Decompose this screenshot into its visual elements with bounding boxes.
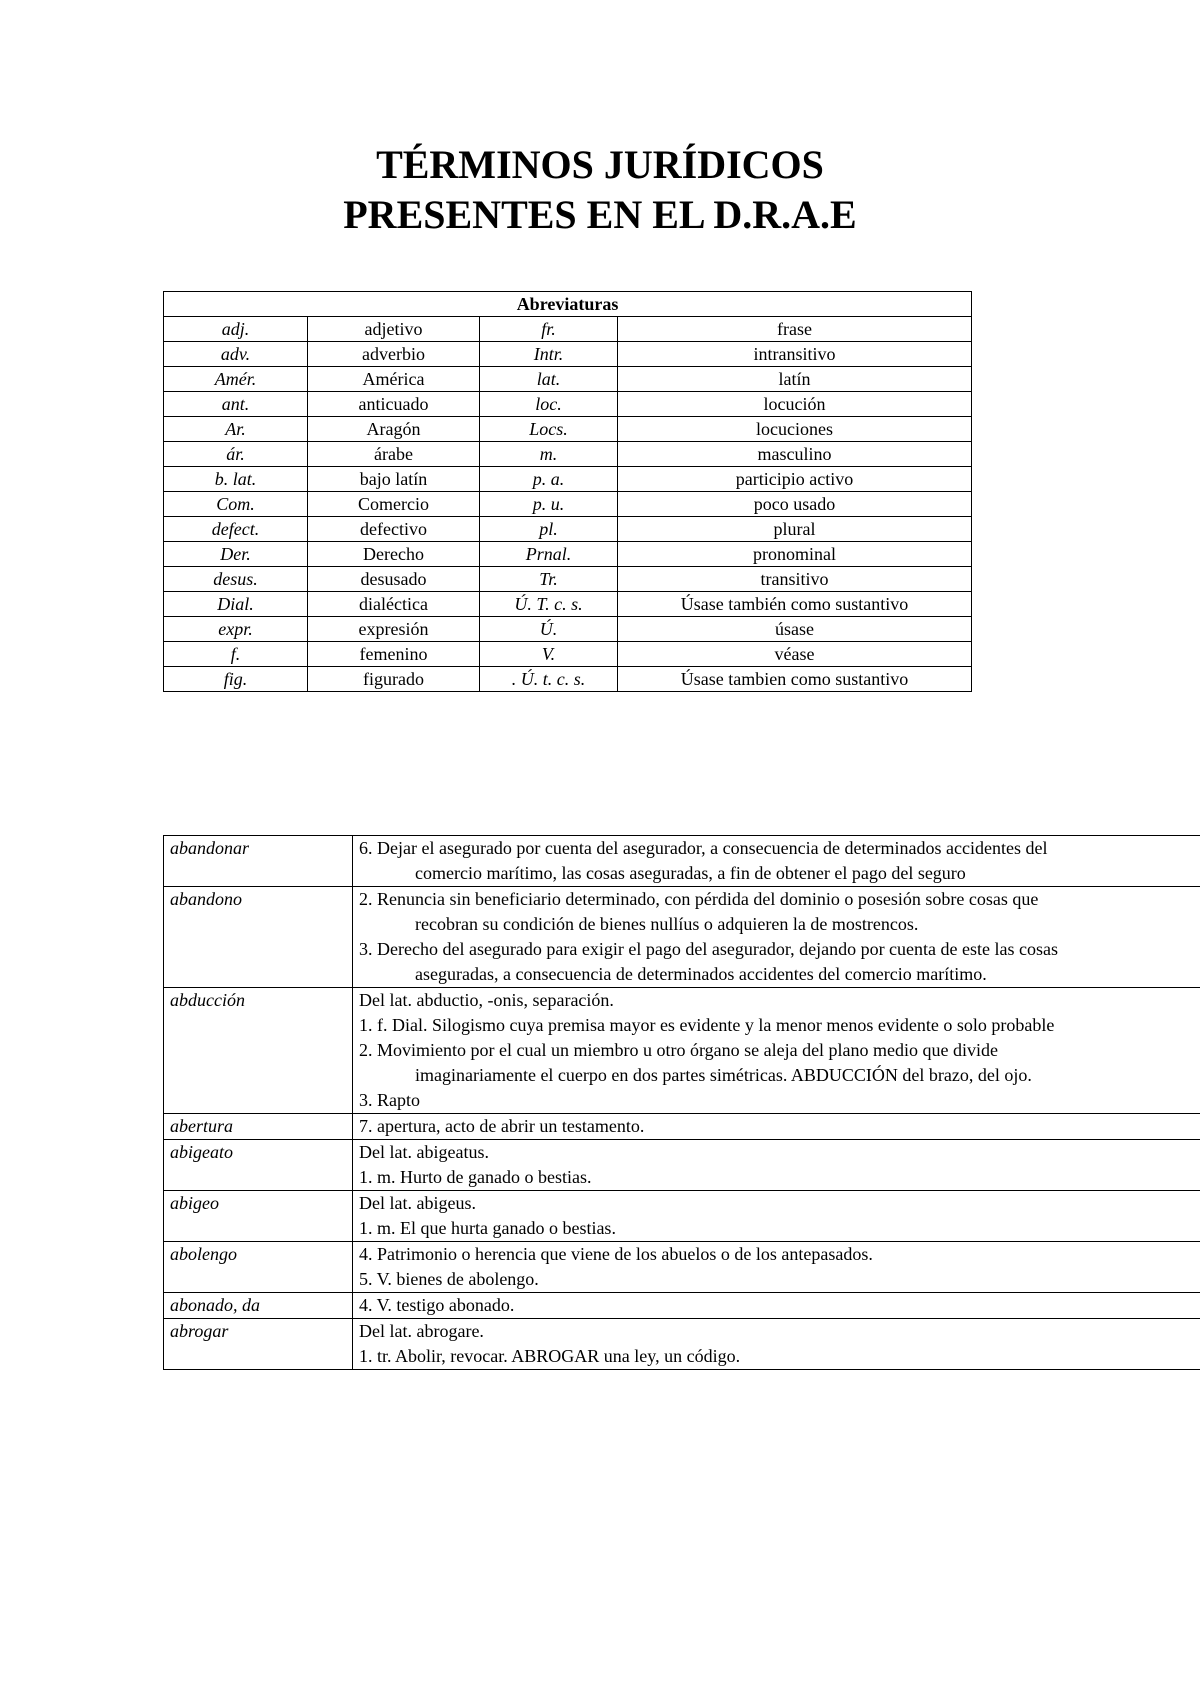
title-line-1: TÉRMINOS JURÍDICOS: [376, 142, 824, 187]
term-definitions: [353, 1319, 1200, 1370]
terms-table-container: [163, 835, 1200, 1375]
abbreviation-meaning: plural: [618, 517, 972, 542]
abbreviation-row: [164, 567, 972, 592]
abbreviation-meaning: Úsase tambien como sustantivo: [618, 667, 972, 692]
term-word: abertura: [164, 1114, 353, 1140]
term-definitions: [353, 887, 1200, 988]
definition-line: comercio marítimo, las cosas aseguradas, a fin de obtener el pago del seguro: [415, 863, 966, 883]
abbreviation-row: [164, 517, 972, 542]
abbreviation-meaning: transitivo: [618, 567, 972, 592]
definition-line: Del lat. abigeatus.: [359, 1142, 489, 1162]
definition-line: Del lat. abrogare.: [359, 1321, 484, 1341]
term-definitions: [353, 1191, 1200, 1242]
abbreviation-meaning: masculino: [618, 442, 972, 467]
abbreviations-header: Abreviaturas: [164, 292, 972, 317]
term-row: [164, 887, 1200, 988]
abbreviation-meaning: femenino: [308, 642, 480, 667]
abbreviation-short: Der.: [164, 542, 308, 567]
term-row: [164, 1319, 1200, 1370]
abbreviation-short: expr.: [164, 617, 308, 642]
term-row: [164, 836, 1200, 887]
term-word: abandonar: [164, 836, 353, 887]
term-word: abigeato: [164, 1140, 353, 1191]
abbreviation-meaning: árabe: [308, 442, 480, 467]
term-definitions: [353, 1140, 1200, 1191]
term-definitions: [353, 988, 1200, 1114]
definition-line: 6. Dejar el asegurado por cuenta del asegurador, a consecuencia de determinados accidentes del: [359, 838, 1048, 858]
abbreviation-meaning: pronominal: [618, 542, 972, 567]
abbreviation-short: Ú. T. c. s.: [480, 592, 618, 617]
abbreviation-meaning: intransitivo: [618, 342, 972, 367]
abbreviations-body: [164, 317, 972, 692]
definition-line: imaginariamente el cuerpo en dos partes simétricas. ABDUCCIÓN del brazo, del ojo.: [415, 1065, 1032, 1085]
abbreviation-short: b. lat.: [164, 467, 308, 492]
abbreviation-meaning: Derecho: [308, 542, 480, 567]
definition-line: 2. Movimiento por el cual un miembro u otro órgano se aleja del plano medio que divide: [359, 1040, 999, 1060]
definition-line: Del lat. abductio, -onis, separación.: [359, 990, 614, 1010]
definition-line: 1. f. Dial. Silogismo cuya premisa mayor es evidente y la menor menos evidente o solo probable: [359, 1015, 1055, 1035]
abbreviation-short: adv.: [164, 342, 308, 367]
abbreviation-meaning: Úsase también como sustantivo: [618, 592, 972, 617]
abbreviation-short: pl.: [480, 517, 618, 542]
term-row: [164, 1114, 1200, 1140]
abbreviation-short: ant.: [164, 392, 308, 417]
term-word: abolengo: [164, 1242, 353, 1293]
term-word: abonado, da: [164, 1293, 353, 1319]
abbreviation-row: [164, 592, 972, 617]
abbreviation-row: [164, 492, 972, 517]
abbreviations-table: [163, 291, 972, 692]
abbreviation-row: [164, 642, 972, 667]
abbreviation-short: loc.: [480, 392, 618, 417]
term-word: abandono: [164, 887, 353, 988]
abbreviation-row: [164, 667, 972, 692]
abbreviation-meaning: participio activo: [618, 467, 972, 492]
definition-line: 4. V. testigo abonado.: [359, 1295, 515, 1315]
abbreviation-row: [164, 392, 972, 417]
definition-line: 1. tr. Abolir, revocar. ABROGAR una ley, un código.: [359, 1346, 741, 1366]
term-definitions: [353, 1242, 1200, 1293]
abbreviation-meaning: úsase: [618, 617, 972, 642]
definition-line: 3. Rapto: [359, 1090, 420, 1110]
definition-line: 2. Renuncia sin beneficiario determinado, con pérdida del dominio o posesión sobre cosas que: [359, 889, 1039, 909]
abbreviation-short: adj.: [164, 317, 308, 342]
abbreviation-short: m.: [480, 442, 618, 467]
abbreviation-meaning: América: [308, 367, 480, 392]
definition-line: Del lat. abigeus.: [359, 1193, 476, 1213]
abbreviation-meaning: expresión: [308, 617, 480, 642]
abbreviation-row: [164, 467, 972, 492]
abbreviation-short: Dial.: [164, 592, 308, 617]
abbreviation-short: Intr.: [480, 342, 618, 367]
term-row: [164, 1293, 1200, 1319]
abbreviation-short: Prnal.: [480, 542, 618, 567]
terms-table: [163, 835, 1200, 1370]
term-row: [164, 988, 1200, 1114]
abbreviation-row: [164, 417, 972, 442]
abbreviation-meaning: Comercio: [308, 492, 480, 517]
abbreviation-meaning: figurado: [308, 667, 480, 692]
abbreviation-short: Ú.: [480, 617, 618, 642]
abbreviation-short: Locs.: [480, 417, 618, 442]
abbreviation-meaning: adjetivo: [308, 317, 480, 342]
term-definitions: [353, 1114, 1200, 1140]
page-title: [0, 140, 1200, 240]
abbreviation-short: f.: [164, 642, 308, 667]
definition-line: recobran su condición de bienes nullíus o adquieren la de mostrencos.: [415, 914, 919, 934]
abbreviation-short: ár.: [164, 442, 308, 467]
term-word: abigeo: [164, 1191, 353, 1242]
definition-line: 5. V. bienes de abolengo.: [359, 1269, 539, 1289]
abbreviation-meaning: locuciones: [618, 417, 972, 442]
abbreviation-meaning: anticuado: [308, 392, 480, 417]
abbreviation-meaning: poco usado: [618, 492, 972, 517]
abbreviation-row: [164, 342, 972, 367]
abbreviation-short: fr.: [480, 317, 618, 342]
abbreviation-meaning: frase: [618, 317, 972, 342]
abbreviation-short: V.: [480, 642, 618, 667]
abbreviation-row: [164, 317, 972, 342]
abbreviation-meaning: Aragón: [308, 417, 480, 442]
term-definitions: [353, 1293, 1200, 1319]
abbreviation-short: p. a.: [480, 467, 618, 492]
definition-line: 1. m. El que hurta ganado o bestias.: [359, 1218, 616, 1238]
abbreviation-short: desus.: [164, 567, 308, 592]
abbreviation-meaning: locución: [618, 392, 972, 417]
abbreviation-short: Com.: [164, 492, 308, 517]
abbreviation-short: lat.: [480, 367, 618, 392]
term-row: [164, 1242, 1200, 1293]
abbreviation-short: Ar.: [164, 417, 308, 442]
definition-line: 7. apertura, acto de abrir un testamento.: [359, 1116, 645, 1136]
abbreviation-row: [164, 442, 972, 467]
abbreviation-short: p. u.: [480, 492, 618, 517]
term-word: abducción: [164, 988, 353, 1114]
definition-line: 4. Patrimonio o herencia que viene de los abuelos o de los antepasados.: [359, 1244, 873, 1264]
abbreviation-meaning: adverbio: [308, 342, 480, 367]
abbreviation-meaning: véase: [618, 642, 972, 667]
abbreviation-short: fig.: [164, 667, 308, 692]
abbreviation-meaning: latín: [618, 367, 972, 392]
abbreviation-meaning: bajo latín: [308, 467, 480, 492]
term-definitions: [353, 836, 1200, 887]
definition-line: 1. m. Hurto de ganado o bestias.: [359, 1167, 592, 1187]
term-row: [164, 1140, 1200, 1191]
terms-body: [164, 836, 1200, 1370]
abbreviation-row: [164, 542, 972, 567]
abbreviation-short: Amér.: [164, 367, 308, 392]
abbreviation-meaning: defectivo: [308, 517, 480, 542]
abbreviation-meaning: desusado: [308, 567, 480, 592]
term-word: abrogar: [164, 1319, 353, 1370]
abbreviation-row: [164, 617, 972, 642]
term-row: [164, 1191, 1200, 1242]
abbreviation-short: . Ú. t. c. s.: [480, 667, 618, 692]
definition-line: aseguradas, a consecuencia de determinados accidentes del comercio marítimo.: [415, 964, 987, 984]
abbreviation-meaning: dialéctica: [308, 592, 480, 617]
abbreviation-short: defect.: [164, 517, 308, 542]
abbreviation-short: Tr.: [480, 567, 618, 592]
title-line-2: PRESENTES EN EL D.R.A.E: [343, 192, 857, 237]
abbreviation-row: [164, 367, 972, 392]
definition-line: 3. Derecho del asegurado para exigir el pago del asegurador, dejando por cuenta de este las cosas: [359, 939, 1058, 959]
